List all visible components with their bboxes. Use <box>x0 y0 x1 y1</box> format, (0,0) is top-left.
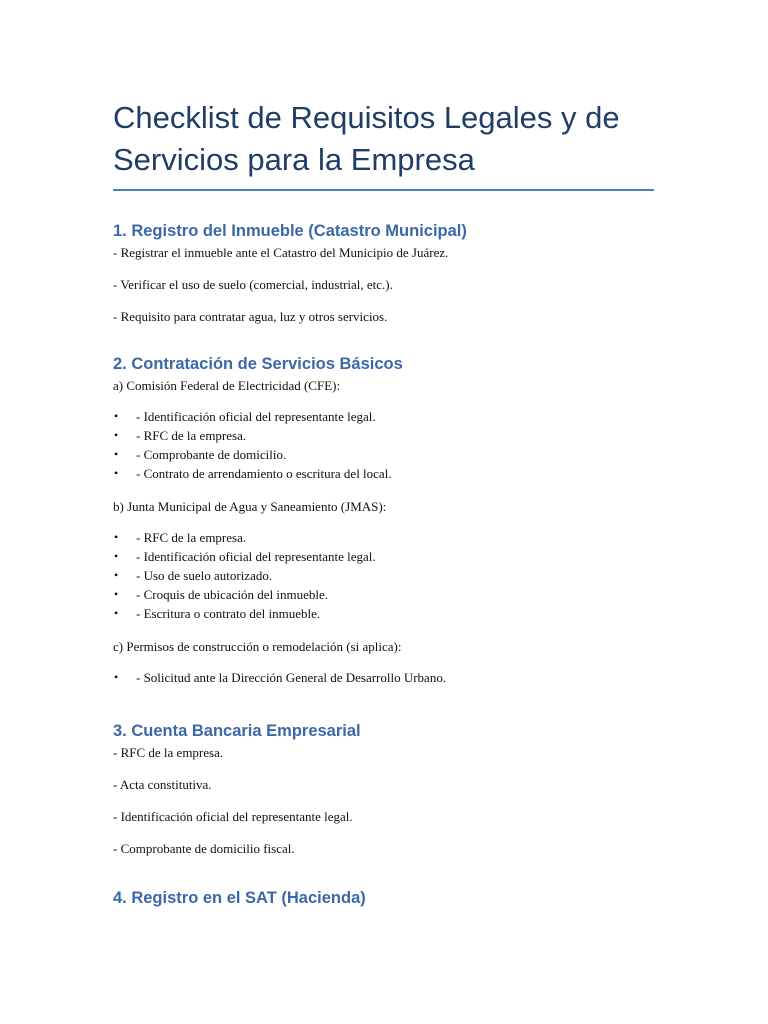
bullet-icon: • <box>114 530 119 544</box>
bullet-list-permisos <box>113 668 655 687</box>
bullet-icon: • <box>114 466 119 480</box>
list-item <box>113 585 655 604</box>
title-line-2: Servicios para la Empresa <box>113 142 475 177</box>
body-line: - Verificar el uso de suelo (comercial, industrial, etc.). <box>113 277 393 292</box>
sublist-label-jmas: b) Junta Municipal de Agua y Saneamiento (JMAS): <box>113 499 387 514</box>
body-line: - Requisito para contratar agua, luz y otros servicios. <box>113 309 388 324</box>
list-item <box>113 566 655 585</box>
sublist-label-permisos: c) Permisos de construcción o remodelación (si aplica): <box>113 639 402 654</box>
list-item-text: - Contrato de arrendamiento o escritura del local. <box>136 466 392 481</box>
section-heading-servicios-basicos: 2. Contratación de Servicios Básicos <box>113 355 403 373</box>
bullet-icon: • <box>114 409 119 423</box>
list-item <box>113 445 655 464</box>
bullet-icon: • <box>114 447 119 461</box>
title-underline <box>113 189 654 191</box>
sublist-label-cfe: a) Comisión Federal de Electricidad (CFE): <box>113 378 341 393</box>
bullet-icon: • <box>114 670 119 684</box>
list-item <box>113 604 655 623</box>
list-item-text: - Croquis de ubicación del inmueble. <box>136 587 329 602</box>
document-title <box>113 97 655 181</box>
bullet-icon: • <box>114 549 119 563</box>
list-item <box>113 528 655 547</box>
list-item-text: - Identificación oficial del representante legal. <box>136 409 376 424</box>
list-item-text: - RFC de la empresa. <box>136 530 247 545</box>
title-line-1: Checklist de Requisitos Legales y de <box>113 100 620 135</box>
bullet-list-jmas <box>113 528 655 623</box>
list-item-text: - Comprobante de domicilio. <box>136 447 287 462</box>
list-item <box>113 464 655 483</box>
section-heading-cuenta-bancaria: 3. Cuenta Bancaria Empresarial <box>113 722 361 740</box>
list-item <box>113 407 655 426</box>
list-item-text: - Solicitud ante la Dirección General de Desarrollo Urbano. <box>136 670 447 685</box>
body-line: - Comprobante de domicilio fiscal. <box>113 841 295 856</box>
list-item-text: - RFC de la empresa. <box>136 428 247 443</box>
bullet-icon: • <box>114 568 119 582</box>
bullet-icon: • <box>114 428 119 442</box>
list-item-text: - Escritura o contrato del inmueble. <box>136 606 321 621</box>
section-heading-registro-sat: 4. Registro en el SAT (Hacienda) <box>113 889 366 907</box>
section-heading-registro-inmueble: 1. Registro del Inmueble (Catastro Municipal) <box>113 222 467 240</box>
bullet-icon: • <box>114 587 119 601</box>
list-item <box>113 426 655 445</box>
body-line: - RFC de la empresa. <box>113 745 224 760</box>
body-line: - Identificación oficial del representante legal. <box>113 809 353 824</box>
body-line: - Acta constitutiva. <box>113 777 212 792</box>
list-item <box>113 668 655 687</box>
list-item-text: - Uso de suelo autorizado. <box>136 568 273 583</box>
bullet-list-cfe <box>113 407 655 483</box>
list-item-text: - Identificación oficial del representante legal. <box>136 549 376 564</box>
list-item <box>113 547 655 566</box>
bullet-icon: • <box>114 606 119 620</box>
body-line: - Registrar el inmueble ante el Catastro del Municipio de Juárez. <box>113 245 449 260</box>
